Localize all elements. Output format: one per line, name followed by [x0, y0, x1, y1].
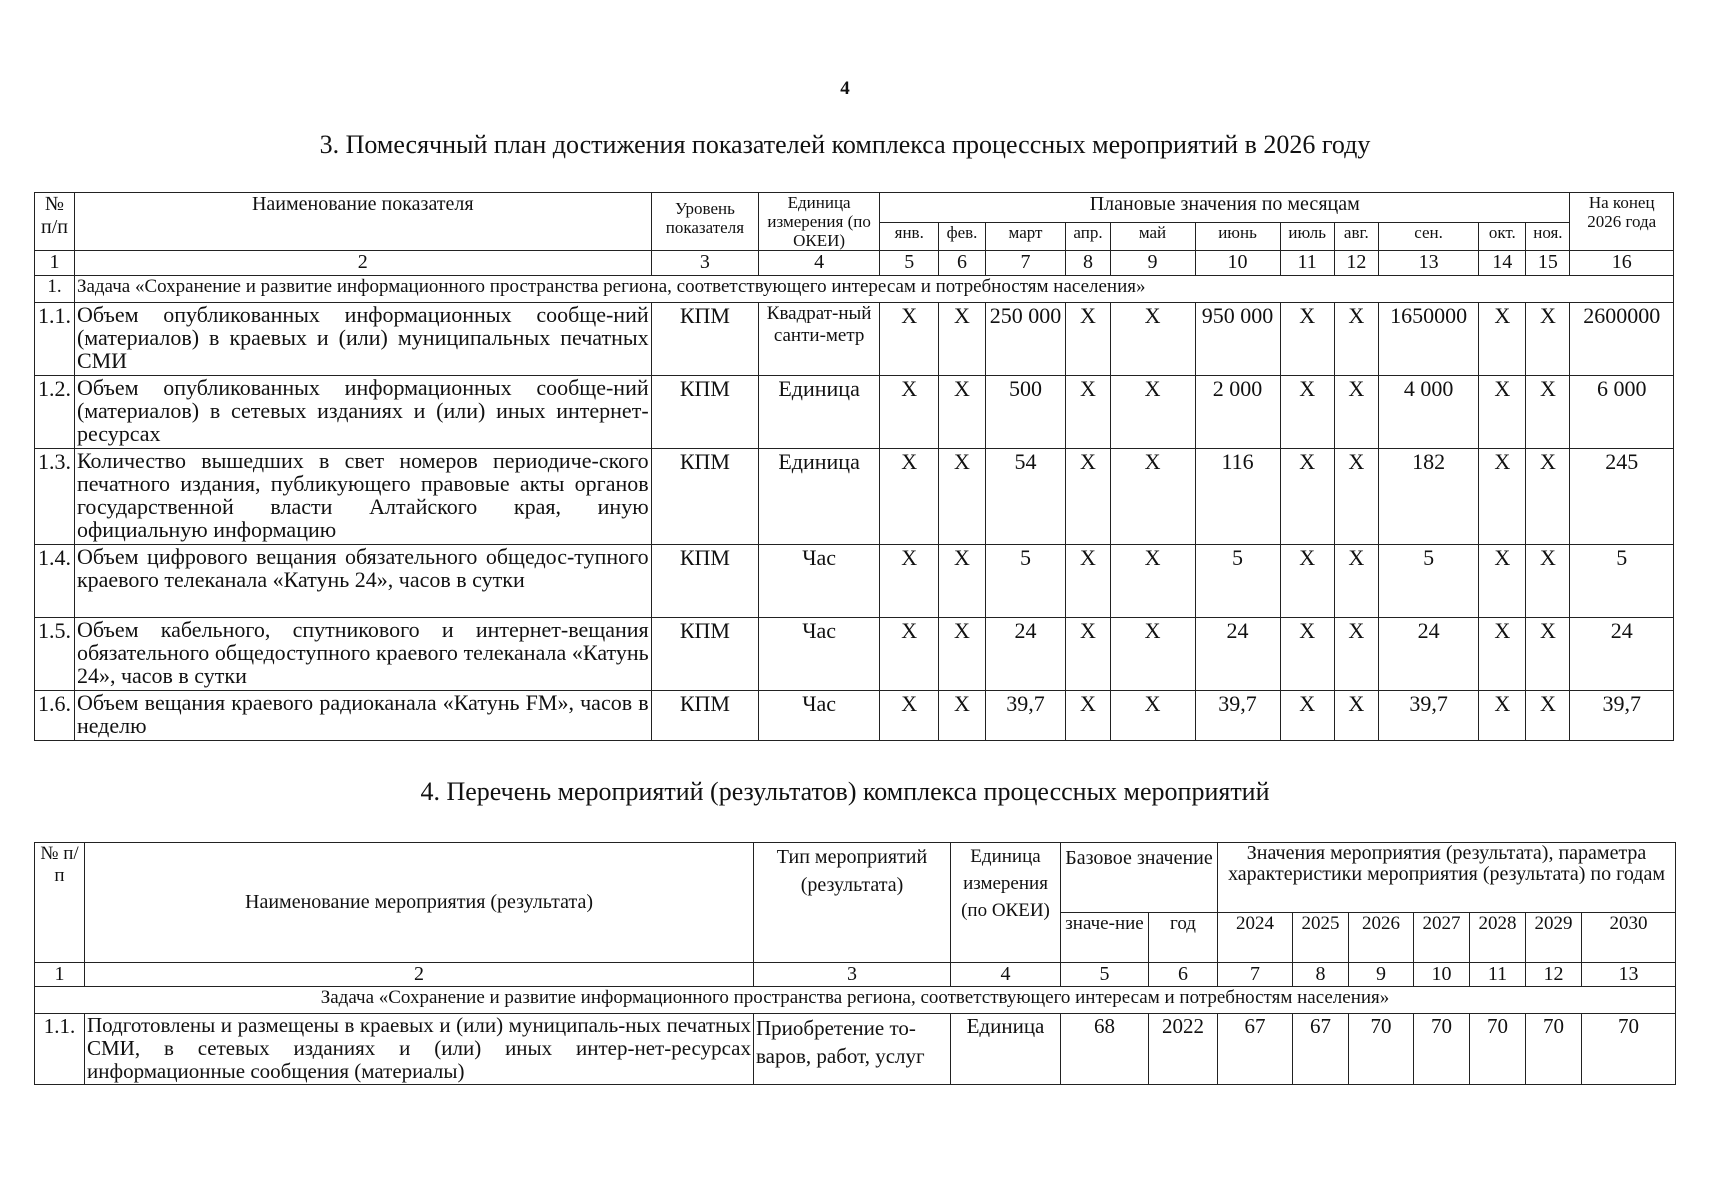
cell-value: 70	[1349, 1014, 1414, 1085]
month-sep: сен.	[1378, 223, 1478, 251]
col-number: 12	[1334, 251, 1378, 276]
col-number: 8	[1066, 251, 1110, 276]
cell-value: X	[939, 376, 985, 449]
cell-value: X	[1280, 449, 1334, 545]
cell-value: X	[1280, 545, 1334, 618]
cell-value: 500	[985, 376, 1066, 449]
cell-value: X	[1334, 691, 1378, 741]
cell-value: 54	[985, 449, 1066, 545]
cell-value: X	[1479, 303, 1526, 376]
row-name: Количество вышедших в свет номеров периодиче-ского печатного издания, публикующего правовые акты органов государственной власти Алтайского края, иную официальную информацию	[74, 449, 651, 545]
table-row	[35, 691, 1674, 741]
row-unit: Час	[759, 545, 880, 618]
cell-value: X	[1479, 449, 1526, 545]
col-number: 2	[85, 963, 754, 987]
cell-value: X	[1066, 303, 1110, 376]
row-end: 5	[1570, 545, 1674, 618]
cell-value: 70	[1470, 1014, 1526, 1085]
header-plan: Плановые значения по месяцам	[880, 193, 1570, 223]
section3-title: 3. Помесячный план достижения показателей комплекса процессных мероприятий в 2026 году	[319, 130, 1371, 159]
year-2029: 2029	[1526, 913, 1582, 963]
cell-value: 70	[1582, 1014, 1676, 1085]
row-level: КПМ	[651, 303, 759, 376]
header-name: Наименование показателя	[74, 193, 651, 251]
cell-value: X	[1526, 691, 1570, 741]
cell-value: X	[1110, 618, 1195, 691]
row-unit: Единица	[759, 449, 880, 545]
col-number: 8	[1293, 963, 1349, 987]
cell-value: X	[1479, 376, 1526, 449]
cell-value: 1650000	[1378, 303, 1478, 376]
month-feb: фев.	[939, 223, 985, 251]
cell-value: X	[1526, 545, 1570, 618]
cell-value: X	[939, 449, 985, 545]
cell-value: 24	[1378, 618, 1478, 691]
cell-value: 24	[1195, 618, 1280, 691]
task-text: Задача «Сохранение и развитие информационного пространства региона, соответствующего интересам и потребностям населения»	[74, 276, 1673, 303]
col-number: 9	[1349, 963, 1414, 987]
row-end: 245	[1570, 449, 1674, 545]
cell-value: X	[880, 618, 939, 691]
cell-value: 250 000	[985, 303, 1066, 376]
year-2026: 2026	[1349, 913, 1414, 963]
month-oct: окт.	[1479, 223, 1526, 251]
header-values-title: Значения мероприятия (результата), параметра характеристики мероприятия (результата) по годам	[1218, 843, 1676, 913]
cell-value: 70	[1414, 1014, 1470, 1085]
cell-value: X	[880, 376, 939, 449]
row-end: 24	[1570, 618, 1674, 691]
header-end: На конец 2026 года	[1570, 193, 1674, 251]
header-unit: Единица измерения (по ОКЕИ)	[759, 193, 880, 251]
row-num: 1.4.	[35, 545, 75, 618]
cell-value: X	[939, 545, 985, 618]
row-name: Объем опубликованных информационных сообще-ний (материалов) в сетевых изданиях и (или) иных интернет-ресурсах	[74, 376, 651, 449]
column-numbers-row	[35, 251, 1674, 276]
row-num: 1.2.	[35, 376, 75, 449]
cell-value: X	[1526, 449, 1570, 545]
table-row	[35, 618, 1674, 691]
cell-value: X	[1526, 303, 1570, 376]
row-name: Объем цифрового вещания обязательного общедос-тупного краевого телеканала «Катунь 24», часов в сутки	[74, 545, 651, 618]
col-number: 10	[1195, 251, 1280, 276]
row-unit: Единица	[951, 1014, 1061, 1085]
monthly-plan-table	[34, 192, 1674, 741]
col-number: 3	[754, 963, 951, 987]
col-number: 14	[1479, 251, 1526, 276]
row-type: Приобретение то-варов, работ, услуг	[754, 1014, 951, 1085]
cell-value: 116	[1195, 449, 1280, 545]
cell-value: X	[1110, 303, 1195, 376]
year-2025: 2025	[1293, 913, 1349, 963]
cell-value: X	[1334, 376, 1378, 449]
cell-value: X	[880, 691, 939, 741]
cell-value: 67	[1218, 1014, 1293, 1085]
row-num: 1.6.	[35, 691, 75, 741]
cell-value: 5	[1195, 545, 1280, 618]
task-num: 1.	[35, 276, 75, 303]
row-name: Объем вещания краевого радиоканала «Катунь FM», часов в неделю	[74, 691, 651, 741]
row-unit: Квадрат-ный санти-метр	[759, 303, 880, 376]
cell-value: 2 000	[1195, 376, 1280, 449]
cell-value: X	[1280, 691, 1334, 741]
header-base-value: значе-ние	[1061, 913, 1149, 963]
cell-value: X	[1066, 691, 1110, 741]
cell-value: X	[880, 303, 939, 376]
activities-table-body	[35, 843, 1676, 1085]
cell-value: 5	[985, 545, 1066, 618]
col-number: 11	[1470, 963, 1526, 987]
row-num: 1.5.	[35, 618, 75, 691]
year-2024: 2024	[1218, 913, 1293, 963]
header-level: Уровень показателя	[651, 193, 759, 251]
month-jan: янв.	[880, 223, 939, 251]
col-number: 15	[1526, 251, 1570, 276]
cell-value: X	[1110, 449, 1195, 545]
column-numbers-row	[35, 963, 1676, 987]
cell-value: 5	[1378, 545, 1478, 618]
row-name: Подготовлены и размещены в краевых и (или) муниципаль-ных печатных СМИ, в сетевых изданиях и (или) иных интер-нет-ресурсах информационные сообщения (материалы)	[85, 1014, 754, 1085]
col-number: 4	[951, 963, 1061, 987]
cell-value: X	[1526, 376, 1570, 449]
header-row	[35, 193, 1674, 223]
cell-value: 4 000	[1378, 376, 1478, 449]
cell-value: X	[1280, 303, 1334, 376]
row-base-year: 2022	[1149, 1014, 1218, 1085]
row-unit: Час	[759, 691, 880, 741]
monthly-plan-table-body	[35, 193, 1674, 741]
cell-value: 950 000	[1195, 303, 1280, 376]
cell-value: X	[1334, 618, 1378, 691]
table-row	[35, 303, 1674, 376]
cell-value: X	[1110, 376, 1195, 449]
cell-value: 67	[1293, 1014, 1349, 1085]
row-name: Объем кабельного, спутникового и интернет-вещания обязательного общедоступного краевого телеканала «Катунь 24», часов в сутки	[74, 618, 651, 691]
header-name: Наименование мероприятия (результата)	[85, 843, 754, 963]
col-number: 10	[1414, 963, 1470, 987]
col-number: 9	[1110, 251, 1195, 276]
col-number: 13	[1582, 963, 1676, 987]
cell-value: X	[1110, 691, 1195, 741]
col-number: 16	[1570, 251, 1674, 276]
header-unit: Единица измерения (по ОКЕИ)	[951, 843, 1061, 963]
row-end: 6 000	[1570, 376, 1674, 449]
row-end: 39,7	[1570, 691, 1674, 741]
col-number: 12	[1526, 963, 1582, 987]
header-num: № п/п	[35, 843, 85, 963]
section4-title: 4. Перечень мероприятий (результатов) комплекса процессных мероприятий	[420, 777, 1270, 806]
cell-value: 39,7	[1195, 691, 1280, 741]
task-row	[35, 276, 1674, 303]
cell-value: X	[1280, 618, 1334, 691]
cell-value: X	[939, 691, 985, 741]
cell-value: X	[1066, 376, 1110, 449]
row-num: 1.3.	[35, 449, 75, 545]
col-number: 3	[651, 251, 759, 276]
cell-value: X	[1479, 618, 1526, 691]
table-row	[35, 1014, 1676, 1085]
row-name: Объем опубликованных информационных сообще-ний (материалов) в краевых и (или) муниципальных печатных СМИ	[74, 303, 651, 376]
page-number: 4	[840, 78, 850, 99]
activities-table	[34, 842, 1676, 1085]
cell-value: X	[1526, 618, 1570, 691]
cell-value: X	[880, 449, 939, 545]
row-end: 2600000	[1570, 303, 1674, 376]
month-jun: июнь	[1195, 223, 1280, 251]
cell-value: 182	[1378, 449, 1478, 545]
row-level: КПМ	[651, 376, 759, 449]
row-unit: Час	[759, 618, 880, 691]
row-num: 1.1.	[35, 303, 75, 376]
col-number: 5	[1061, 963, 1149, 987]
col-number: 4	[759, 251, 880, 276]
table-row	[35, 376, 1674, 449]
header-base-year: год	[1149, 913, 1218, 963]
cell-value: X	[1066, 618, 1110, 691]
row-num: 1.1.	[35, 1014, 85, 1085]
cell-value: X	[1110, 545, 1195, 618]
cell-value: X	[1066, 449, 1110, 545]
col-number: 5	[880, 251, 939, 276]
col-number: 6	[1149, 963, 1218, 987]
year-2027: 2027	[1414, 913, 1470, 963]
col-number: 6	[939, 251, 985, 276]
cell-value: 24	[985, 618, 1066, 691]
cell-value: 39,7	[985, 691, 1066, 741]
row-unit: Единица	[759, 376, 880, 449]
col-number: 2	[74, 251, 651, 276]
col-number: 13	[1378, 251, 1478, 276]
cell-value: X	[1479, 691, 1526, 741]
year-2030: 2030	[1582, 913, 1676, 963]
header-type: Тип мероприятий (результата)	[754, 843, 951, 963]
cell-value: X	[1334, 449, 1378, 545]
table-row	[35, 449, 1674, 545]
task-row	[35, 987, 1676, 1014]
cell-value: X	[1334, 545, 1378, 618]
cell-value: 70	[1526, 1014, 1582, 1085]
cell-value: X	[1280, 376, 1334, 449]
cell-value: X	[1334, 303, 1378, 376]
task-text: Задача «Сохранение и развитие информационного пространства региона, соответствующего интересам и потребностям населения»	[35, 987, 1676, 1014]
row-base-value: 68	[1061, 1014, 1149, 1085]
cell-value: X	[939, 303, 985, 376]
row-level: КПМ	[651, 545, 759, 618]
year-2028: 2028	[1470, 913, 1526, 963]
row-level: КПМ	[651, 618, 759, 691]
col-number: 7	[985, 251, 1066, 276]
month-apr: апр.	[1066, 223, 1110, 251]
cell-value: 39,7	[1378, 691, 1478, 741]
row-level: КПМ	[651, 691, 759, 741]
cell-value: X	[880, 545, 939, 618]
header-num: № п/п	[35, 193, 75, 251]
col-number: 11	[1280, 251, 1334, 276]
month-nov: ноя.	[1526, 223, 1570, 251]
col-number: 1	[35, 963, 85, 987]
month-may: май	[1110, 223, 1195, 251]
month-mar: март	[985, 223, 1066, 251]
month-jul: июль	[1280, 223, 1334, 251]
cell-value: X	[1479, 545, 1526, 618]
cell-value: X	[939, 618, 985, 691]
month-aug: авг.	[1334, 223, 1378, 251]
col-number: 7	[1218, 963, 1293, 987]
row-level: КПМ	[651, 449, 759, 545]
cell-value: X	[1066, 545, 1110, 618]
table-row	[35, 545, 1674, 618]
header-row	[35, 843, 1676, 913]
col-number: 1	[35, 251, 75, 276]
header-base: Базовое значение	[1061, 843, 1218, 913]
